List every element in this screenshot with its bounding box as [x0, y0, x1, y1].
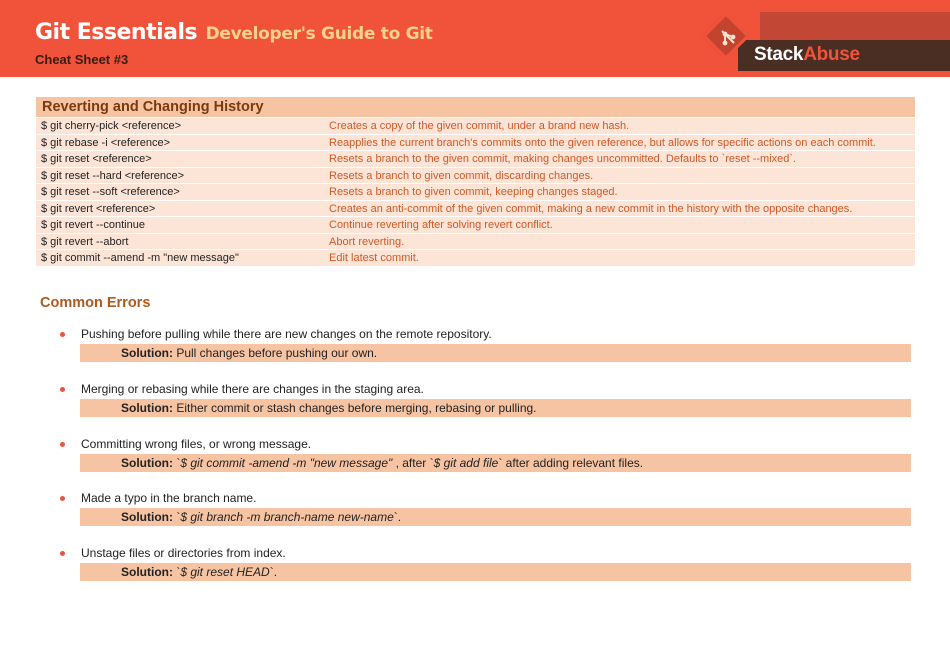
command-cell: $ git reset --soft <reference>	[41, 186, 180, 198]
solution-bar	[80, 399, 911, 417]
command-cell: $ git rebase -i <reference>	[41, 136, 171, 149]
solution-text: after adding relevant files.	[502, 456, 644, 470]
header-banner	[0, 0, 950, 77]
description-cell: Creates an anti-commit of the given commit, making a new commit in the history with the opposite changes.	[329, 202, 853, 215]
solution-text: , after	[392, 456, 430, 470]
brand-logo-text	[754, 44, 860, 66]
sheet-number: Cheat Sheet #3	[35, 52, 129, 67]
command-cell: $ git revert --continue	[41, 219, 145, 231]
solution-code: $ git commit -amend -m "new message"	[180, 456, 393, 470]
brand-abuse: Abuse	[803, 44, 860, 65]
command-cell: $ git cherry-pick <reference>	[41, 120, 182, 132]
table-row	[36, 151, 915, 168]
brand-stack: Stack	[754, 44, 804, 65]
bullet-dot-icon	[60, 332, 65, 337]
table-row	[36, 234, 915, 251]
error-problem: Pushing before pulling while there are new changes on the remote repository.	[81, 327, 492, 341]
solution-bar	[80, 344, 911, 362]
section-header	[36, 97, 915, 117]
table-row	[36, 168, 915, 185]
solution-text: Either commit or stash changes before merging, rebasing or pulling.	[176, 401, 537, 415]
error-problem: Committing wrong files, or wrong message.	[81, 437, 312, 451]
description-cell: Resets a branch to the given commit, making changes uncommitted. Defaults to `reset --mixed`.	[329, 153, 797, 165]
solution-bar: Solution: `$ git reset HEAD`.	[80, 563, 911, 581]
solution-code: $ git add file	[433, 456, 499, 470]
solution-code: $ git branch -m branch-name new-name	[180, 510, 394, 524]
table-row	[36, 217, 915, 234]
bullet-dot-icon	[60, 387, 65, 392]
page-title: Git Essentials	[35, 20, 198, 45]
solution-label: Solution:	[121, 510, 173, 524]
table-row	[36, 184, 915, 201]
command-table	[36, 118, 915, 267]
description-cell: Creates a copy of the given commit, under a brand new hash.	[329, 120, 630, 132]
description-cell: Edit latest commit.	[329, 252, 419, 264]
error-problem: Unstage files or directories from index.	[81, 546, 286, 560]
description-cell: Reapplies the current branch's commits onto the given reference, but allows for specific actions on each commit.	[329, 136, 876, 149]
description-cell: Abort reverting.	[329, 235, 405, 248]
error-problem: Made a typo in the branch name.	[81, 491, 257, 505]
solution-text: .	[273, 565, 278, 579]
errors-title: Common Errors	[40, 295, 151, 311]
command-cell: $ git revert --abort	[41, 235, 129, 248]
section-title: Reverting and Changing History	[42, 99, 264, 115]
description-cell: Resets a branch to given commit, keeping changes staged.	[329, 186, 618, 198]
command-cell: $ git reset --hard <reference>	[41, 169, 185, 182]
bullet-dot-icon	[60, 442, 65, 447]
table-row	[36, 201, 915, 218]
command-cell: $ git reset <reference>	[41, 153, 152, 165]
description-cell: Continue reverting after solving revert conflict.	[329, 219, 553, 231]
solution-bar: Solution: `$ git commit -amend -m "new message" , after `$ git add file` after adding relevant files.	[80, 454, 911, 472]
description-cell: Resets a branch to given commit, discarding changes.	[329, 169, 594, 182]
solution-code: $ git reset HEAD	[180, 565, 270, 579]
solution-text: .	[397, 510, 402, 524]
command-cell: $ git revert <reference>	[41, 202, 156, 215]
table-row	[36, 135, 915, 152]
table-row	[36, 118, 915, 135]
solution-label: Solution:	[121, 456, 173, 470]
error-problem: Merging or rebasing while there are changes in the staging area.	[81, 382, 424, 396]
solution-bar: Solution: `$ git branch -m branch-name new-name`.	[80, 508, 911, 526]
solution-label: Solution:	[121, 401, 173, 415]
brand-ribbon-light	[760, 12, 950, 40]
git-branch-icon	[714, 22, 742, 50]
solution-label: Solution:	[121, 346, 173, 360]
solution-label: Solution:	[121, 565, 173, 579]
table-row	[36, 250, 915, 267]
title-line	[35, 20, 433, 45]
solution-text: Pull changes before pushing our own.	[176, 346, 378, 360]
page-subtitle: Developer's Guide to Git	[205, 24, 433, 44]
bullet-dot-icon	[60, 496, 65, 501]
command-cell: $ git commit --amend -m "new message"	[41, 252, 239, 264]
bullet-dot-icon	[60, 551, 65, 556]
